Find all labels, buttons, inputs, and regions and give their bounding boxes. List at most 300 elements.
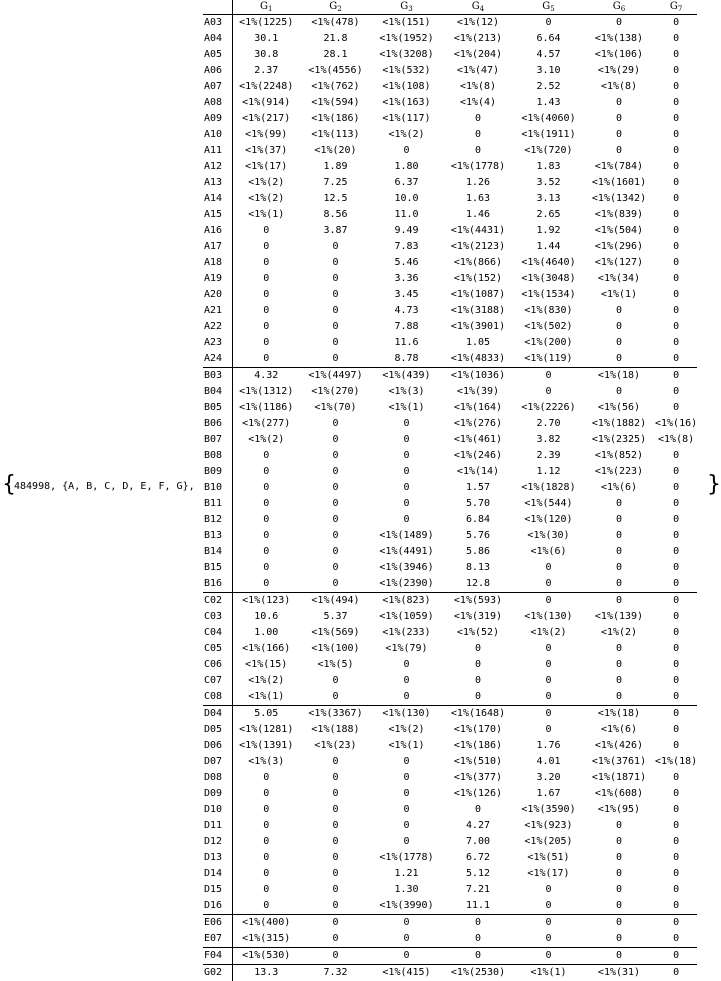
table-cell: 0: [300, 802, 371, 818]
row-label: D11: [203, 818, 232, 834]
outer-open-brace: {: [2, 472, 16, 497]
table-cell: <1%(3990): [371, 898, 442, 915]
table-cell: <1%(217): [232, 111, 300, 127]
table-cell: <1%(276): [442, 416, 514, 432]
table-cell: <1%(377): [442, 770, 514, 786]
table-cell: <1%(119): [514, 351, 583, 368]
table-cell: 4.27: [442, 818, 514, 834]
table-cell: 5.46: [371, 255, 442, 271]
column-header-subscript: 1: [268, 5, 272, 13]
table-cell: <1%(1601): [583, 175, 655, 191]
column-header-g5: [514, 0, 583, 15]
corner-cell: [203, 0, 232, 15]
table-cell: 1.76: [514, 738, 583, 754]
table-cell: 0: [442, 802, 514, 818]
table-cell: 0: [371, 464, 442, 480]
table-cell: 0: [583, 528, 655, 544]
table-cell: 0: [232, 898, 300, 915]
table-cell: 0: [583, 915, 655, 932]
table-row: [203, 657, 697, 673]
table-cell: 0: [514, 560, 583, 576]
row-label: B06: [203, 416, 232, 432]
table-cell: <1%(594): [300, 95, 371, 111]
table-cell: 0: [371, 770, 442, 786]
row-label: A09: [203, 111, 232, 127]
table-row: [203, 931, 697, 948]
table-cell: <1%(1534): [514, 287, 583, 303]
table-cell: 0: [300, 335, 371, 351]
table-cell: 0: [300, 948, 371, 965]
table-cell: <1%(14): [442, 464, 514, 480]
table-cell: <1%(1225): [232, 15, 300, 32]
table-cell: 0: [232, 786, 300, 802]
table-cell: <1%(126): [442, 786, 514, 802]
table-cell: <1%(1342): [583, 191, 655, 207]
table-cell: 0: [655, 882, 697, 898]
table-cell: 1.80: [371, 159, 442, 175]
table-cell: 0: [371, 802, 442, 818]
table-row: [203, 689, 697, 706]
table-cell: 0: [655, 706, 697, 723]
row-label: A14: [203, 191, 232, 207]
table-cell: 8.56: [300, 207, 371, 223]
table-cell: 0: [232, 770, 300, 786]
table-cell: 0: [442, 657, 514, 673]
table-cell: 0: [232, 239, 300, 255]
row-label: A05: [203, 47, 232, 63]
table-cell: 0: [232, 271, 300, 287]
table-cell: 0: [300, 850, 371, 866]
table-cell: <1%(2530): [442, 965, 514, 981]
table-cell: <1%(3): [371, 384, 442, 400]
column-header-g4: [442, 0, 514, 15]
table-row: [203, 802, 697, 818]
table-row: [203, 127, 697, 143]
table-cell: 0: [514, 931, 583, 948]
table-cell: 0: [583, 657, 655, 673]
table-cell: 0: [655, 818, 697, 834]
table-cell: 0: [514, 657, 583, 673]
table-cell: 0: [442, 948, 514, 965]
table-cell: 5.70: [442, 496, 514, 512]
table-cell: <1%(1186): [232, 400, 300, 416]
table-cell: 0: [232, 834, 300, 850]
table-cell: <1%(70): [300, 400, 371, 416]
table-cell: <1%(17): [514, 866, 583, 882]
table-cell: 1.46: [442, 207, 514, 223]
table-cell: 3.20: [514, 770, 583, 786]
table-cell: 0: [655, 400, 697, 416]
table-cell: 0: [371, 512, 442, 528]
row-label: A03: [203, 15, 232, 32]
table-row: [203, 528, 697, 544]
table-cell: 3.13: [514, 191, 583, 207]
table-cell: <1%(30): [514, 528, 583, 544]
row-label: D07: [203, 754, 232, 770]
table-cell: 6.64: [514, 31, 583, 47]
table-cell: 0: [655, 448, 697, 464]
row-label: C05: [203, 641, 232, 657]
row-label: D14: [203, 866, 232, 882]
row-label: B12: [203, 512, 232, 528]
table-cell: <1%(839): [583, 207, 655, 223]
table-cell: <1%(151): [371, 15, 442, 32]
table-cell: <1%(2): [232, 673, 300, 689]
table-row: [203, 111, 697, 127]
table-cell: 0: [300, 528, 371, 544]
table-cell: <1%(914): [232, 95, 300, 111]
table-cell: 0: [300, 931, 371, 948]
table-cell: <1%(1): [371, 738, 442, 754]
table-cell: 3.10: [514, 63, 583, 79]
table-cell: 0: [655, 866, 697, 882]
table-cell: 5.86: [442, 544, 514, 560]
table-cell: <1%(784): [583, 159, 655, 175]
table-cell: <1%(188): [300, 722, 371, 738]
table-cell: 0: [655, 223, 697, 239]
table-cell: <1%(1778): [371, 850, 442, 866]
column-header-g1: [232, 0, 300, 15]
table-cell: <1%(99): [232, 127, 300, 143]
row-label: B15: [203, 560, 232, 576]
table-cell: 1.30: [371, 882, 442, 898]
column-header-subscript: 3: [408, 5, 412, 13]
table-cell: 0: [655, 738, 697, 754]
table-row: [203, 770, 697, 786]
table-cell: 0: [514, 948, 583, 965]
table-row: [203, 673, 697, 689]
table-cell: 0: [300, 287, 371, 303]
table-cell: <1%(1778): [442, 159, 514, 175]
table-cell: <1%(1): [583, 287, 655, 303]
table-cell: <1%(3590): [514, 802, 583, 818]
table-cell: <1%(18): [655, 754, 697, 770]
row-label: A04: [203, 31, 232, 47]
table-cell: <1%(4060): [514, 111, 583, 127]
table-row: [203, 738, 697, 754]
table-cell: 5.05: [232, 706, 300, 723]
table-cell: 0: [371, 818, 442, 834]
row-label: C02: [203, 593, 232, 610]
table-cell: 0: [300, 496, 371, 512]
table-cell: 1.21: [371, 866, 442, 882]
table-cell: <1%(544): [514, 496, 583, 512]
table-cell: <1%(233): [371, 625, 442, 641]
table-cell: 0: [371, 448, 442, 464]
table-cell: 0: [300, 416, 371, 432]
column-header-base: G: [472, 1, 480, 12]
row-label: A15: [203, 207, 232, 223]
table-cell: 0: [514, 915, 583, 932]
table-cell: 0: [300, 898, 371, 915]
table-cell: 0: [514, 882, 583, 898]
table-cell: 0: [583, 898, 655, 915]
table-cell: 0: [583, 351, 655, 368]
table-cell: 8.78: [371, 351, 442, 368]
table-cell: 13.3: [232, 965, 300, 981]
table-cell: <1%(223): [583, 464, 655, 480]
table-cell: 0: [514, 384, 583, 400]
row-label: D12: [203, 834, 232, 850]
table-cell: 0: [442, 673, 514, 689]
table-cell: 0: [300, 786, 371, 802]
table-cell: <1%(4556): [300, 63, 371, 79]
table-cell: 0: [583, 818, 655, 834]
table-cell: <1%(1489): [371, 528, 442, 544]
table-cell: <1%(186): [442, 738, 514, 754]
table-cell: 0: [300, 818, 371, 834]
table-cell: 0: [583, 641, 655, 657]
table-cell: <1%(6): [583, 480, 655, 496]
table-row: [203, 351, 697, 368]
table-row: [203, 15, 697, 32]
row-label: A20: [203, 287, 232, 303]
table-cell: 0: [442, 111, 514, 127]
table-cell: 7.32: [300, 965, 371, 981]
table-cell: 0: [371, 689, 442, 706]
table-cell: <1%(164): [442, 400, 514, 416]
table-cell: <1%(123): [232, 593, 300, 610]
table-cell: 0: [655, 673, 697, 689]
table-cell: <1%(8): [655, 432, 697, 448]
table-cell: <1%(4431): [442, 223, 514, 239]
table-cell: 30.1: [232, 31, 300, 47]
outer-prefix-text: 484998, {A, B, C, D, E, F, G},: [14, 481, 195, 492]
table-cell: 1.00: [232, 625, 300, 641]
table-cell: 0: [371, 948, 442, 965]
table-cell: <1%(34): [583, 271, 655, 287]
table-cell: 0: [655, 480, 697, 496]
table-cell: 0: [232, 850, 300, 866]
table-cell: 0: [583, 866, 655, 882]
table-cell: 4.57: [514, 47, 583, 63]
column-header-base: G: [329, 1, 337, 12]
table-cell: <1%(200): [514, 335, 583, 351]
table-cell: <1%(3367): [300, 706, 371, 723]
table-cell: 0: [655, 207, 697, 223]
table-cell: 28.1: [300, 47, 371, 63]
table-row: [203, 175, 697, 191]
table-cell: <1%(478): [300, 15, 371, 32]
table-row: [203, 239, 697, 255]
table-cell: 6.72: [442, 850, 514, 866]
table-cell: 0: [583, 850, 655, 866]
table-cell: 0: [583, 689, 655, 706]
table-cell: 0: [583, 834, 655, 850]
table-cell: <1%(2): [514, 625, 583, 641]
table-row: [203, 432, 697, 448]
grid-body: [203, 15, 697, 981]
table-cell: 0: [232, 560, 300, 576]
table-cell: <1%(23): [300, 738, 371, 754]
table-row: [203, 641, 697, 657]
table-cell: 0: [232, 802, 300, 818]
table-cell: <1%(17): [232, 159, 300, 175]
table-cell: <1%(4640): [514, 255, 583, 271]
table-cell: <1%(2): [232, 191, 300, 207]
table-cell: 0: [442, 689, 514, 706]
row-label: B03: [203, 368, 232, 385]
table-cell: 0: [655, 271, 697, 287]
table-cell: 0: [300, 303, 371, 319]
table-cell: 3.82: [514, 432, 583, 448]
table-cell: 12.8: [442, 576, 514, 593]
table-cell: 0: [300, 351, 371, 368]
table-cell: <1%(130): [514, 609, 583, 625]
table-cell: 0: [583, 303, 655, 319]
table-cell: 0: [583, 544, 655, 560]
table-cell: 0: [371, 143, 442, 159]
table-cell: <1%(270): [300, 384, 371, 400]
table-cell: <1%(5): [300, 657, 371, 673]
table-row: [203, 722, 697, 738]
table-cell: 6.84: [442, 512, 514, 528]
table-cell: 0: [232, 287, 300, 303]
table-cell: 0: [655, 641, 697, 657]
table-cell: <1%(18): [583, 368, 655, 385]
table-cell: <1%(502): [514, 319, 583, 335]
column-header-base: G: [613, 1, 621, 12]
table-cell: <1%(277): [232, 416, 300, 432]
row-label: D10: [203, 802, 232, 818]
column-header-subscript: 2: [337, 5, 341, 13]
table-cell: <1%(319): [442, 609, 514, 625]
table-cell: <1%(439): [371, 368, 442, 385]
table-row: [203, 319, 697, 335]
table-row: [203, 95, 697, 111]
table-row: [203, 416, 697, 432]
row-label: A21: [203, 303, 232, 319]
table-cell: <1%(204): [442, 47, 514, 63]
table-cell: 7.83: [371, 239, 442, 255]
table-cell: 0: [655, 384, 697, 400]
table-cell: 0: [655, 576, 697, 593]
table-cell: 0: [232, 255, 300, 271]
table-row: [203, 223, 697, 239]
table-cell: <1%(1): [232, 207, 300, 223]
row-label: A24: [203, 351, 232, 368]
table-cell: <1%(1882): [583, 416, 655, 432]
table-cell: 0: [232, 303, 300, 319]
table-cell: 0: [232, 464, 300, 480]
table-row: [203, 965, 697, 981]
table-cell: 0: [655, 31, 697, 47]
table-cell: 0: [514, 673, 583, 689]
table-row: [203, 400, 697, 416]
table-cell: <1%(1312): [232, 384, 300, 400]
row-label: B13: [203, 528, 232, 544]
table-cell: 0: [514, 368, 583, 385]
table-cell: 0: [300, 560, 371, 576]
table-cell: 0: [583, 15, 655, 32]
table-cell: 0: [655, 464, 697, 480]
table-cell: <1%(138): [583, 31, 655, 47]
table-cell: 0: [300, 576, 371, 593]
table-cell: <1%(166): [232, 641, 300, 657]
table-cell: <1%(569): [300, 625, 371, 641]
row-label: A11: [203, 143, 232, 159]
table-cell: 0: [232, 351, 300, 368]
row-label: A16: [203, 223, 232, 239]
row-label: E06: [203, 915, 232, 932]
table-cell: <1%(130): [371, 706, 442, 723]
table-cell: <1%(8): [583, 79, 655, 95]
table-cell: 0: [300, 480, 371, 496]
table-cell: <1%(52): [442, 625, 514, 641]
table-cell: 0: [232, 512, 300, 528]
table-cell: 0: [655, 303, 697, 319]
table-cell: 0: [232, 480, 300, 496]
table-row: [203, 79, 697, 95]
table-cell: 0: [232, 448, 300, 464]
table-cell: 0: [655, 15, 697, 32]
table-cell: 0: [300, 319, 371, 335]
table-cell: <1%(18): [583, 706, 655, 723]
table-row: [203, 866, 697, 882]
table-cell: 0: [300, 255, 371, 271]
table-cell: 0: [655, 802, 697, 818]
table-row: [203, 496, 697, 512]
table-cell: 0: [655, 47, 697, 63]
table-row: [203, 47, 697, 63]
table-cell: <1%(205): [514, 834, 583, 850]
table-cell: <1%(8): [442, 79, 514, 95]
row-label: B10: [203, 480, 232, 496]
table-cell: 1.89: [300, 159, 371, 175]
column-header-g7: [655, 0, 697, 15]
table-cell: 0: [583, 143, 655, 159]
column-header-g6: [583, 0, 655, 15]
table-cell: <1%(139): [583, 609, 655, 625]
table-cell: <1%(16): [655, 416, 697, 432]
table-cell: <1%(4): [442, 95, 514, 111]
table-cell: 0: [655, 287, 697, 303]
table-cell: 21.8: [300, 31, 371, 47]
table-cell: 0: [371, 496, 442, 512]
column-header-base: G: [400, 1, 408, 12]
table-cell: <1%(3901): [442, 319, 514, 335]
table-cell: 0: [232, 335, 300, 351]
row-label: F04: [203, 948, 232, 965]
table-cell: 0: [655, 63, 697, 79]
table-cell: <1%(2): [232, 432, 300, 448]
table-cell: <1%(504): [583, 223, 655, 239]
table-cell: <1%(1952): [371, 31, 442, 47]
table-cell: <1%(106): [583, 47, 655, 63]
table-cell: <1%(100): [300, 641, 371, 657]
table-cell: 0: [583, 882, 655, 898]
table-cell: <1%(95): [583, 802, 655, 818]
table-row: [203, 159, 697, 175]
table-cell: 4.32: [232, 368, 300, 385]
table-cell: 3.45: [371, 287, 442, 303]
table-cell: 2.65: [514, 207, 583, 223]
table-cell: <1%(31): [583, 965, 655, 981]
table-cell: 0: [583, 335, 655, 351]
table-cell: 9.49: [371, 223, 442, 239]
table-row: [203, 191, 697, 207]
table-cell: 0: [655, 368, 697, 385]
table-cell: 0: [232, 223, 300, 239]
row-label: A18: [203, 255, 232, 271]
table-cell: 4.01: [514, 754, 583, 770]
table-cell: <1%(762): [300, 79, 371, 95]
table-cell: 0: [300, 464, 371, 480]
table-cell: 0: [583, 95, 655, 111]
table-row: [203, 915, 697, 932]
table-cell: <1%(127): [583, 255, 655, 271]
table-cell: <1%(1391): [232, 738, 300, 754]
